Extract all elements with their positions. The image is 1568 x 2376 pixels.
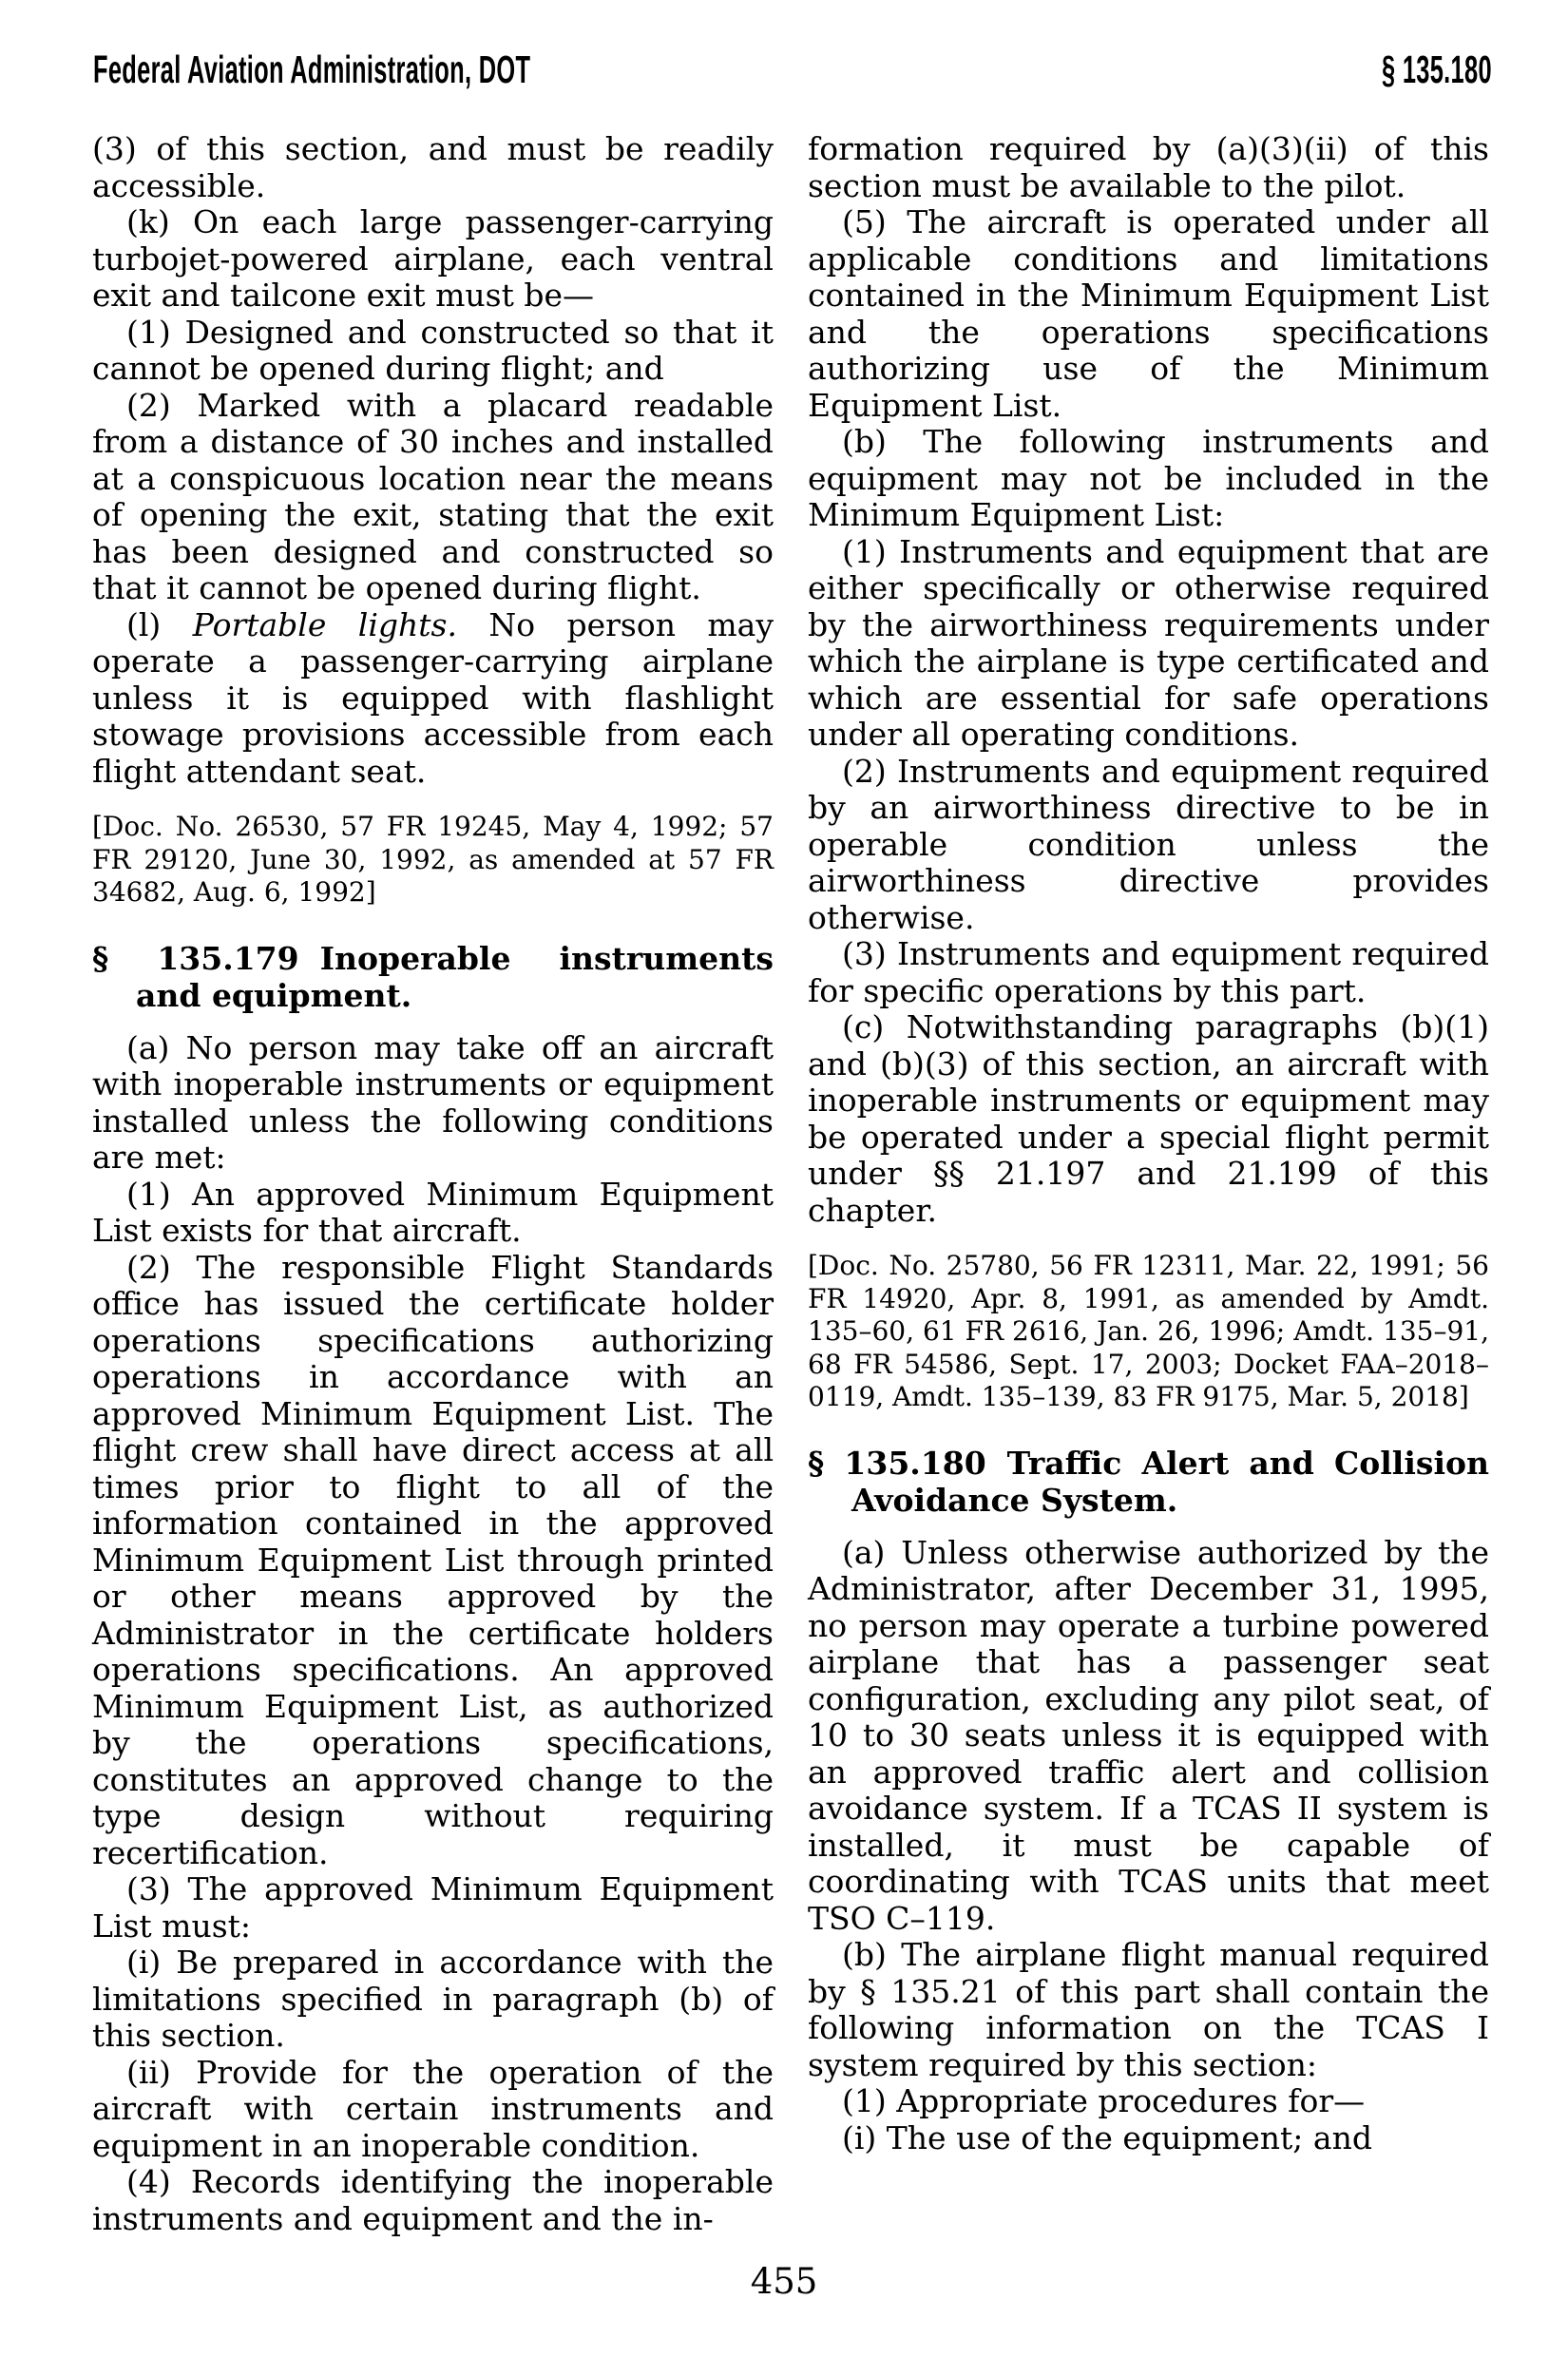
running-header bbox=[93, 48, 1492, 95]
paragraph: (b) The airplane flight manual required by § 135.21 of this part shall contain the following information on the TCAS I system required by this section: bbox=[808, 1936, 1489, 2083]
paragraph: (1) Appropriate procedures for— bbox=[842, 2082, 1366, 2119]
section-title: Inoperable instruments and equipment. bbox=[136, 939, 774, 1014]
paragraph: (i) Be prepared in accordance with the limitations specified in paragraph (b) of this section. bbox=[92, 1944, 774, 2054]
italic-term: Portable lights. bbox=[192, 605, 457, 643]
paragraph: (i) The use of the equipment; and bbox=[842, 2118, 1372, 2156]
right-column bbox=[808, 131, 1489, 2156]
paragraph: (4) Records identifying the inoperable instruments and equipment and the in- bbox=[92, 2163, 774, 2237]
paragraph: (a) Unless otherwise authorized by the Administrator, after December 31, 1995, no person may operate a turbine powered airplane that has a passenger seat configuration, excluding any pilot seat, of 10 to 30 seats unless it is equipped with an approved traffic alert and collision avoidance system. If a TCAS II system is installed, it must be capable of coordinating with TCAS units that meet TSO C–119. bbox=[808, 1533, 1489, 1937]
citation: [Doc. No. 25780, 56 FR 12311, Mar. 22, 1991; 56 FR 14920, Apr. 8, 1991, as amended by Amdt. 135–60, 61 FR 2616, Jan. 26, 1996; Amdt. 135–91, 68 FR 54586, Sept. 17, 2003; Docket FAA–2018–0119, Amdt. 135–139, 83 FR 9175, Mar. 5, 2018] bbox=[808, 1250, 1489, 1412]
paragraph: (2) The responsible Flight Standards office has issued the certificate holder operations specifications authorizing operations in accordance with an approved Minimum Equipment List. The flight crew shall have direct access at all times prior to flight to all of the information contained in the approved Minimum Equipment List through printed or other means approved by the Administrator in the certificate holders operations specifications. An approved Minimum Equipment List, as authorized by the operations specifications, constitutes an approved change to the type design without requiring recertification. bbox=[92, 1248, 774, 1871]
section-reference-text: § 135.180 bbox=[1382, 48, 1492, 91]
paragraph: (b) The following instruments and equipment may not be included in the Minimum Equipment List: bbox=[808, 423, 1489, 533]
section-number: § 135.180 bbox=[808, 1444, 986, 1482]
section-reference bbox=[1314, 48, 1492, 91]
section-number: § 135.179 bbox=[92, 939, 299, 977]
paragraph: (c) Notwithstanding paragraphs (b)(1) and (b)(3) of this section, an aircraft with inoperable instruments or equipment may be operated under a special flight permit under §§ 21.197 and 21.199 of this chapter. bbox=[808, 1008, 1489, 1229]
paragraph bbox=[92, 607, 774, 791]
agency-title-text: Federal Aviation Administration, DOT bbox=[93, 48, 531, 91]
paragraph: (3) The approved Minimum Equipment List must: bbox=[92, 1870, 774, 1945]
paragraph: (2) Marked with a placard readable from a distance of 30 inches and installed at a conspicuous location near the means of opening the exit, stating that the exit has been designed and constructed so that it cannot be opened during flight. bbox=[92, 386, 774, 606]
paragraph: (3) Instruments and equipment required for specific operations by this part. bbox=[808, 935, 1489, 1009]
paragraph: (k) On each large passenger-carrying turbojet-powered airplane, each ventral exit and tailcone exit must be— bbox=[92, 203, 774, 314]
paragraph: (3) of this section, and must be readily accessible. bbox=[92, 130, 774, 204]
agency-title bbox=[93, 48, 798, 91]
paragraph: (2) Instruments and equipment required by an airworthiness directive to be in operable condition unless the airworthiness directive provides otherwise. bbox=[808, 752, 1489, 936]
paragraph: (a) No person may take off an aircraft with inoperable instruments or equipment installed unless the following conditions are met: bbox=[92, 1028, 774, 1176]
text-run: No person may operate a passenger-carrying airplane unless it is equipped with flashlight stowage provisions accessible from each flight attendant seat. bbox=[92, 605, 774, 790]
left-column bbox=[92, 131, 774, 2237]
section-heading bbox=[808, 1445, 1489, 1520]
paragraph: (1) Instruments and equipment that are either specifically or otherwise required by the airworthiness requirements under which the airplane is type certificated and which are essential for safe operations under all operating conditions. bbox=[808, 532, 1489, 753]
section-title: Traffic Alert and Collision Avoidance System. bbox=[851, 1444, 1489, 1519]
paragraph: (1) An approved Minimum Equipment List exists for that aircraft. bbox=[92, 1175, 774, 1249]
paragraph: (5) The aircraft is operated under all applicable conditions and limitations contained in the Minimum Equipment List and the operations specifications authorizing use of the Minimum Equipment List. bbox=[808, 203, 1489, 424]
citation: [Doc. No. 26530, 57 FR 19245, May 4, 1992; 57 FR 29120, June 30, 1992, as amended at 57 FR 34682, Aug. 6, 1992] bbox=[92, 811, 774, 908]
text-run: (l) bbox=[126, 605, 193, 643]
paragraph: (ii) Provide for the operation of the aircraft with certain instruments and equipment in an inoperable condition. bbox=[92, 2053, 774, 2164]
section-heading bbox=[92, 940, 774, 1015]
paragraph: formation required by (a)(3)(ii) of this section must be available to the pilot. bbox=[808, 130, 1489, 204]
paragraph: (1) Designed and constructed so that it cannot be opened during flight; and bbox=[92, 313, 774, 387]
page-number: 455 bbox=[750, 2261, 818, 2302]
